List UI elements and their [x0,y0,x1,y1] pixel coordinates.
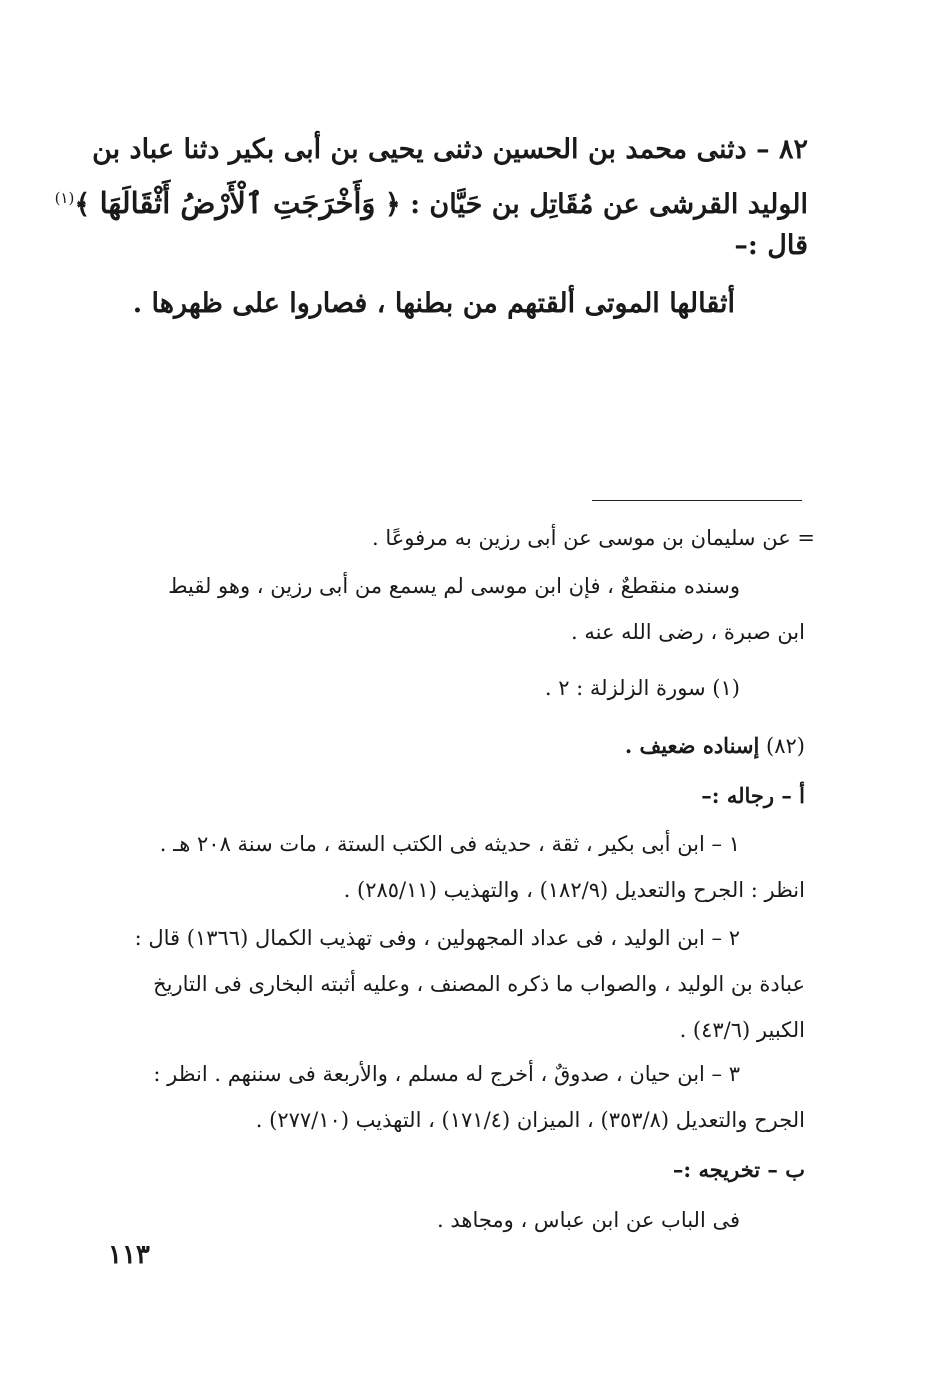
isnad-text: الوليد القرشى عن مُقَاتِل بن حَيَّان : ﴿ [384,189,808,220]
footnote-continuation-3: ابن صبرة ، رضى الله عنه . [571,620,805,644]
section-rijal-heading: أ – رجاله :– [701,783,805,808]
footnote-82-title: إسناده ضعيف . [624,733,760,758]
footnote-82-number: (٨٢) [766,734,805,758]
narrator-3-line-2: الجرح والتعديل (٣٥٣/٨) ، الميزان (١٧١/٤) ، التهذيب (٢٧٧/١٠) . [255,1108,805,1132]
footnote-continuation-1: = عن سليمان بن موسى عن أبى رزين به مرفوعًا . [372,526,815,550]
narrator-2-line-3: الكبير (٤٣/٦) . [679,1018,805,1042]
narrator-3-line-1: ٣ – ابن حيان ، صدوقٌ ، أخرج له مسلم ، والأربعة فى سننهم . انظر : [153,1062,740,1086]
footnote-continuation-2: وسنده منقطعٌ ، فإن ابن موسى لم يسمع من أبى رزين ، وهو لقيط [168,574,740,598]
narrator-1-line-2: انظر : الجرح والتعديل (١٨٢/٩) ، والتهذيب (٢٨٥/١١) . [343,878,805,902]
quran-bracket-close: ﴾ [74,189,91,220]
hadith-line-2 [54,178,808,225]
quran-verse: وَأَخْرَجَتِ ٱلْأَرْضُ أَثْقَالَهَا [99,186,376,220]
footnote-mark: (١) [54,189,75,207]
page-number: ١١٣ [108,1240,150,1270]
narrator-2-line-1: ٢ – ابن الوليد ، فى عداد المجهولين ، وفى تهذيب الكمال (١٣٦٦) قال : [134,926,740,950]
hadith-line-1: ٨٢ – دثنى محمد بن الحسين دثنى يحيى بن أبى بكير دثنا عباد بن [92,134,808,165]
section-takhrij-heading: ب – تخريجه :– [672,1157,805,1182]
narrator-2-line-2: عبادة بن الوليد ، والصواب ما ذكره المصنف ، وعليه أثبته البخارى فى التاريخ [153,972,805,996]
takhrij-text: فى الباب عن ابن عباس ، ومجاهد . [437,1208,740,1232]
footnote-separator [592,500,802,501]
footnote-82 [105,730,805,762]
footnote-1: (١) سورة الزلزلة : ٢ . [544,676,740,700]
hadith-line-3: قال :– [734,230,808,261]
narrator-1-line-1: ١ – ابن أبى بكير ، ثقة ، حديثه فى الكتب الستة ، مات سنة ٢٠٨ هـ . [159,832,740,856]
hadith-text: أثقالها الموتى ألقتهم من بطنها ، فصاروا على ظهرها . [132,288,735,319]
